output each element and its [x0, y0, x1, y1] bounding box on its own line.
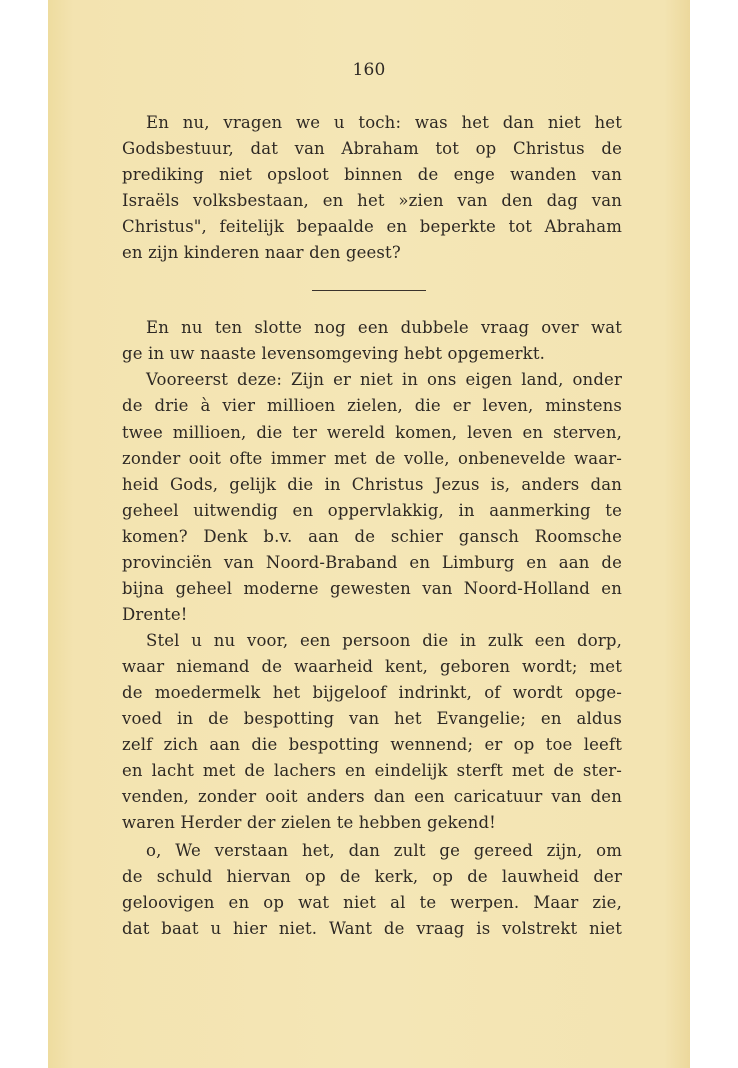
text-line: Stel u nu voor, een persoon die in zulk een dorp,	[146, 631, 622, 650]
text-line: geheel uitwendig en oppervlakkig, in aanmerking te	[122, 501, 622, 520]
text-line: zelf zich aan die bespotting wennend; er op toe leeft	[122, 735, 622, 754]
text-line: bijna geheel moderne gewesten van Noord-Holland en	[122, 579, 622, 598]
text-line: dat baat u hier niet. Want de vraag is volstrekt niet	[122, 919, 622, 938]
text-line: komen? Denk b.v. aan de schier gansch Roomsche	[122, 527, 622, 546]
page-number: 160	[352, 60, 386, 80]
text-line: zonder ooit ofte immer met de volle, onbenevelde waar-	[122, 449, 622, 468]
text-line: geloovigen en op wat niet al te werpen. Maar zie,	[122, 893, 622, 912]
text-line: Drente!	[122, 605, 188, 624]
text-line: prediking niet opsloot binnen de enge wanden van	[122, 165, 622, 184]
text-line: waren Herder der zielen te hebben gekend!	[122, 813, 496, 832]
text-line: de schuld hiervan op de kerk, op de lauwheid der	[122, 867, 622, 886]
text-line: provinciën van Noord-Braband en Limburg en aan de	[122, 553, 622, 572]
section-divider	[312, 290, 426, 291]
text-line: o, We verstaan het, dan zult ge gereed zijn, om	[146, 841, 622, 860]
text-line: de drie à vier millioen zielen, die er leven, minstens	[122, 396, 622, 415]
text-line: en lacht met de lachers en eindelijk sterft met de ster-	[122, 761, 622, 780]
text-line: Israëls volksbestaan, en het »zien van den dag van	[122, 191, 622, 210]
text-line: twee millioen, die ter wereld komen, leven en sterven,	[122, 423, 622, 442]
text-line: en zijn kinderen naar den geest?	[122, 243, 401, 262]
text-line: Christus", feitelijk bepaalde en beperkte tot Abraham	[122, 217, 622, 236]
text-line: Godsbestuur, dat van Abraham tot op Christus de	[122, 139, 622, 158]
text-line: heid Gods, gelijk die in Christus Jezus is, anders dan	[122, 475, 622, 494]
text-line: Vooreerst deze: Zijn er niet in ons eigen land, onder	[146, 370, 622, 389]
text-line: En nu, vragen we u toch: was het dan niet het	[146, 113, 622, 132]
text-line: En nu ten slotte nog een dubbele vraag over wat	[146, 318, 622, 337]
text-line: waar niemand de waarheid kent, geboren wordt; met	[122, 657, 622, 676]
text-line: de moedermelk het bijgeloof indrinkt, of wordt opge-	[122, 683, 622, 702]
text-line: ge in uw naaste levensomgeving hebt opgemerkt.	[122, 344, 546, 363]
text-line: voed in de bespotting van het Evangelie; en aldus	[122, 709, 622, 728]
text-line: venden, zonder ooit anders dan een caricatuur van den	[122, 787, 622, 806]
